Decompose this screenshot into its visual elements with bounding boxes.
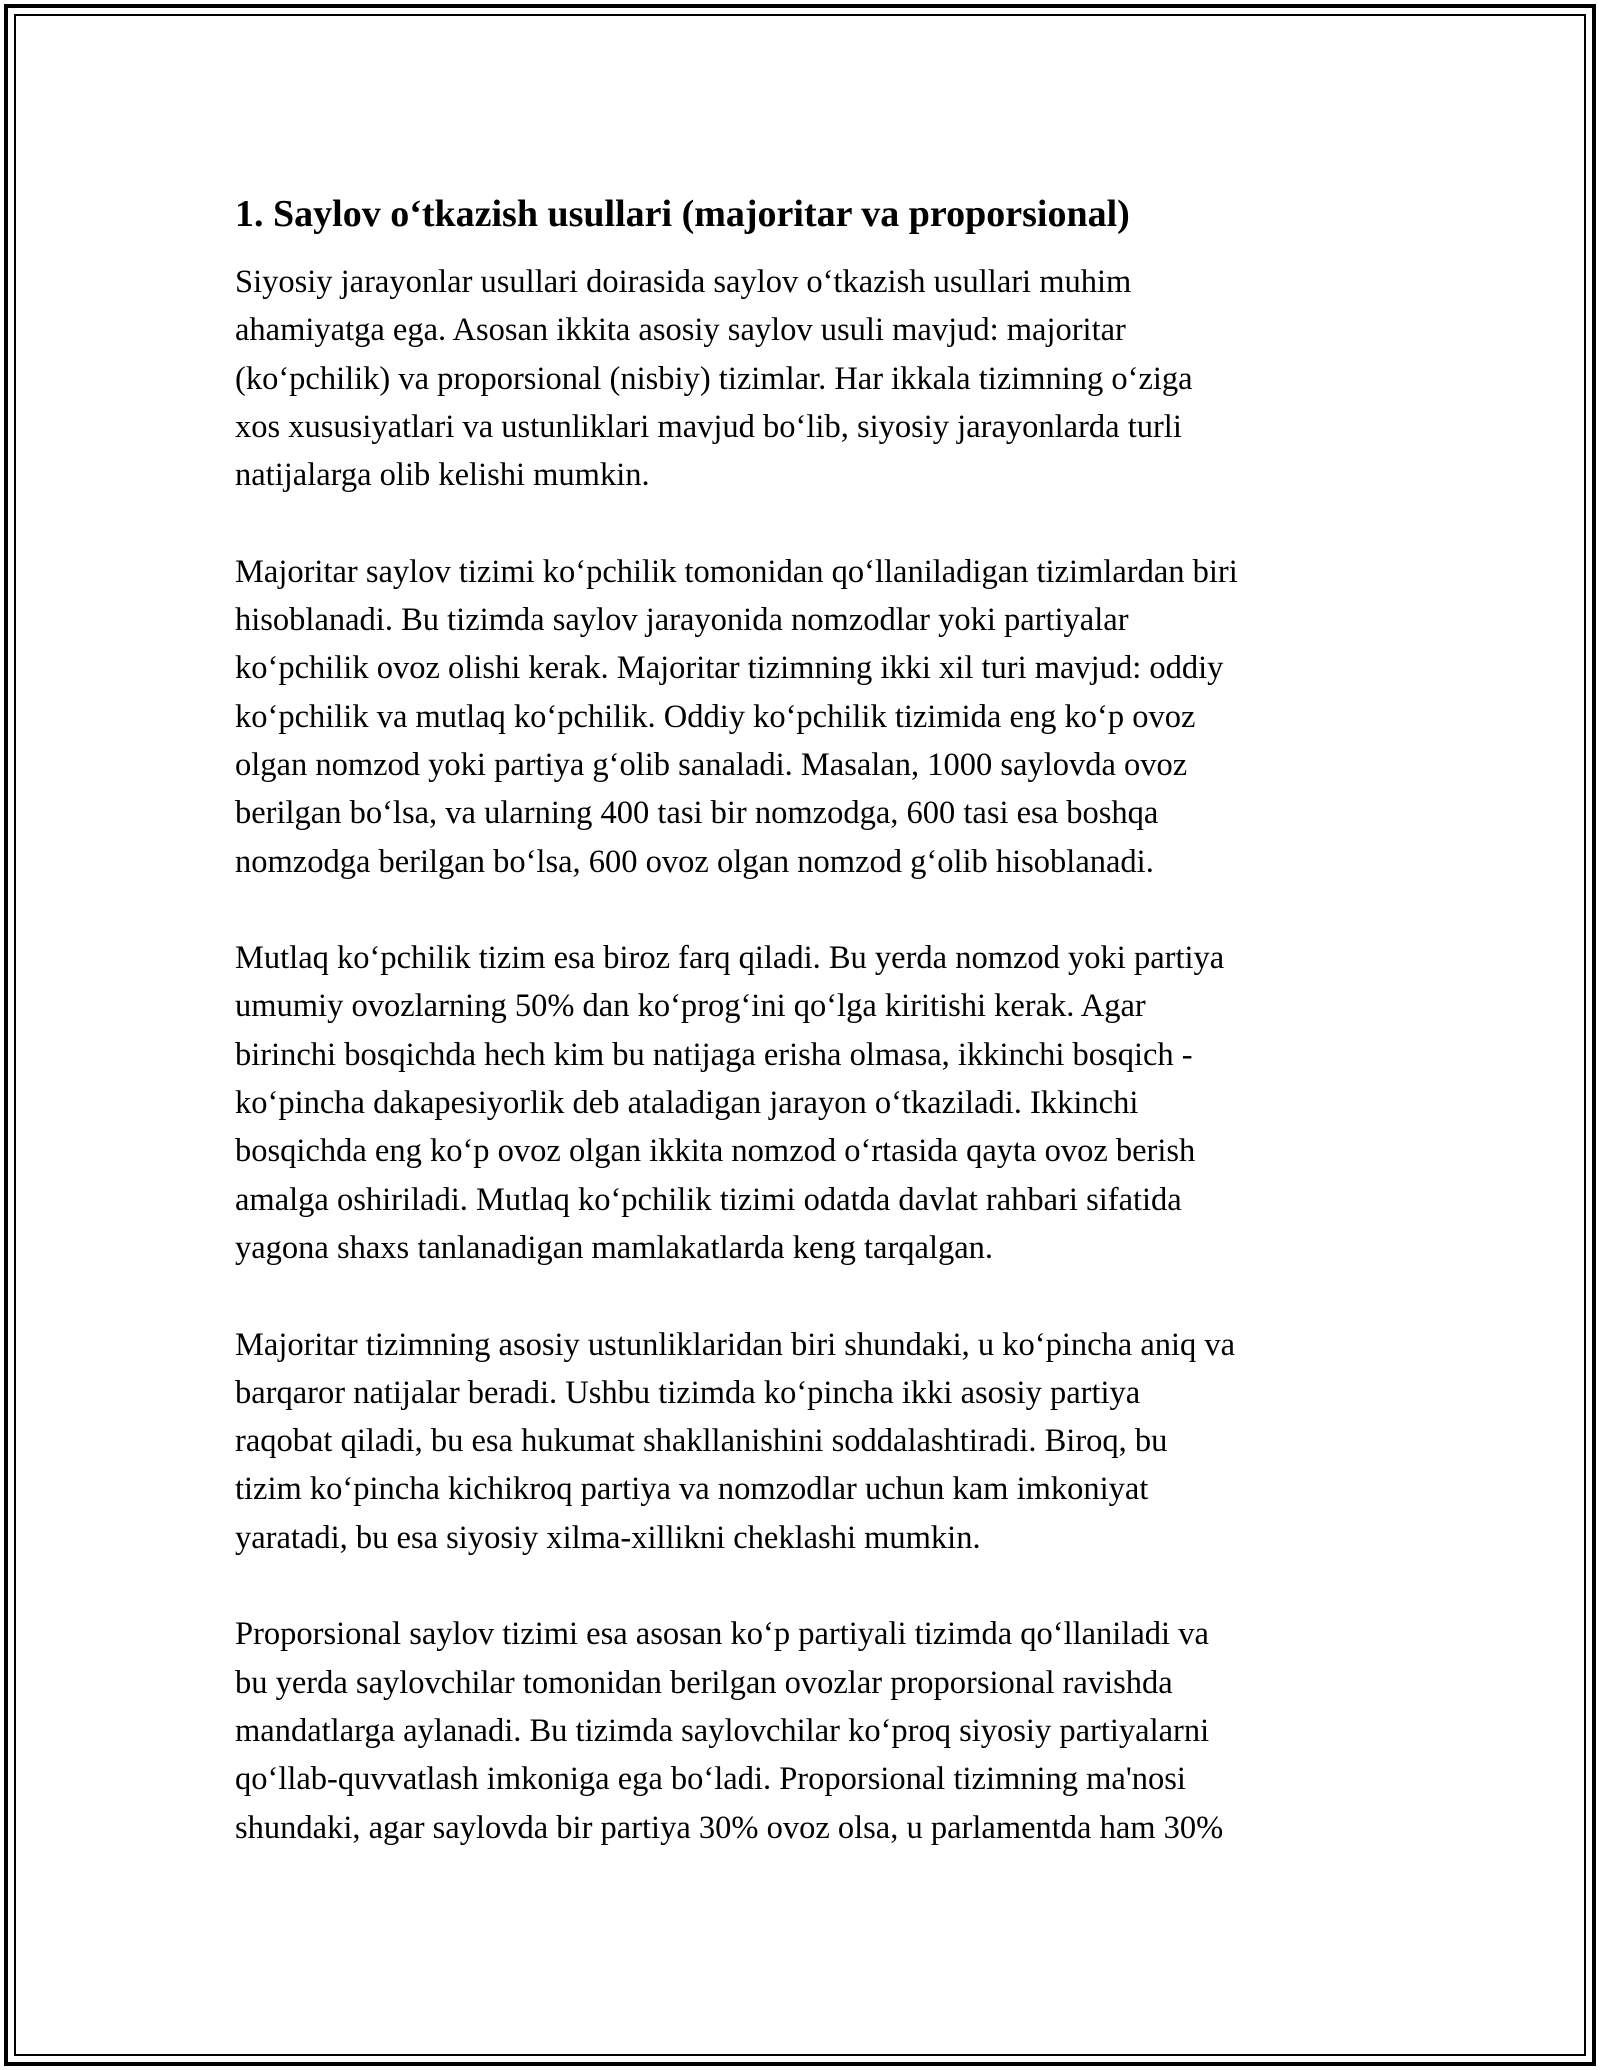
text-line: Majoritar saylov tizimi ko‘pchilik tomonidan qo‘llaniladigan tizimlardan biri: [235, 553, 1238, 590]
text-line: shundaki, agar saylovda bir partiya 30% ovoz olsa, u parlamentda ham 30%: [235, 1809, 1224, 1846]
section-heading: 1. Saylov o‘tkazish usullari (majoritar va proporsional): [235, 193, 1130, 235]
text-line: Proporsional saylov tizimi esa asosan ko‘p partiyali tizimda qo‘llaniladi va: [235, 1616, 1209, 1653]
text-line: amalga oshiriladi. Mutlaq ko‘pchilik tizimi odatda davlat rahbari sifatida: [235, 1181, 1182, 1218]
text-line: xos xususiyatlari va ustunliklari mavjud bo‘lib, siyosiy jarayonlarda turli: [235, 408, 1182, 445]
text-line: nomzodga berilgan bo‘lsa, 600 ovoz olgan nomzod g‘olib hisoblanadi.: [235, 843, 1154, 880]
text-line: bosqichda eng ko‘p ovoz olgan ikkita nomzod o‘rtasida qayta ovoz berish: [235, 1133, 1196, 1170]
text-line: tizim ko‘pincha kichikroq partiya va nomzodlar uchun kam imkoniyat: [235, 1471, 1149, 1508]
text-line: (ko‘pchilik) va proporsional (nisbiy) tizimlar. Har ikkala tizimning o‘ziga: [235, 360, 1193, 397]
text-line: Siyosiy jarayonlar usullari doirasida saylov o‘tkazish usullari muhim: [235, 264, 1132, 300]
text-line: yagona shaxs tanlanadigan mamlakatlarda keng tarqalgan.: [235, 1229, 994, 1266]
text-line: mandatlarga aylanadi. Bu tizimda saylovchilar ko‘proq siyosiy partiyalarni: [235, 1712, 1210, 1749]
paragraph-3: [235, 934, 1375, 1272]
text-line: Mutlaq ko‘pchilik tizim esa biroz farq qiladi. Bu yerda nomzod yoki partiya: [235, 940, 1225, 977]
text-line: yaratadi, bu esa siyosiy xilma-xillikni cheklashi mumkin.: [235, 1519, 981, 1556]
text-line: ko‘pchilik ovoz olishi kerak. Majoritar tizimning ikki xil turi mavjud: oddiy: [235, 650, 1224, 687]
text-line: olgan nomzod yoki partiya g‘olib sanaladi. Masalan, 1000 saylovda ovoz: [235, 746, 1188, 783]
paragraph-2: [235, 548, 1375, 886]
text-line: Majoritar tizimning asosiy ustunliklaridan biri shundaki, u ko‘pincha aniq va: [235, 1326, 1236, 1363]
text-line: hisoblanadi. Bu tizimda saylov jarayonida nomzodlar yoki partiyalar: [235, 602, 1129, 639]
paragraph-5: [235, 1610, 1375, 1851]
text-line: raqobat qiladi, bu esa hukumat shakllanishini soddalashtiradi. Biroq, bu: [235, 1423, 1168, 1460]
text-line: natijalarga olib kelishi mumkin.: [235, 457, 650, 494]
text-line: qo‘llab-quvvatlash imkoniga ega bo‘ladi. Proporsional tizimning ma'nosi: [235, 1761, 1186, 1798]
text-line: ko‘pchilik va mutlaq ko‘pchilik. Oddiy ko‘pchilik tizimida eng ko‘p ovoz: [235, 698, 1196, 735]
paragraph-1: [235, 258, 1375, 499]
text-line: barqaror natijalar beradi. Ushbu tizimda ko‘pincha ikki asosiy partiya: [235, 1374, 1141, 1411]
document-body: [235, 188, 1375, 1900]
text-line: berilgan bo‘lsa, va ularning 400 tasi bir nomzodga, 600 tasi esa boshqa: [235, 795, 1159, 832]
text-line: ko‘pincha dakapesiyorlik deb ataladigan jarayon o‘tkaziladi. Ikkinchi: [235, 1085, 1139, 1122]
text-line: bu yerda saylovchilar tomonidan berilgan ovozlar proporsional ravishda: [235, 1664, 1173, 1701]
text-line: ahamiyatga ega. Asosan ikkita asosiy saylov usuli mavjud: majoritar: [235, 312, 1126, 349]
paragraph-4: [235, 1321, 1375, 1562]
text-line: umumiy ovozlarning 50% dan ko‘prog‘ini qo‘lga kiritishi kerak. Agar: [235, 988, 1146, 1025]
text-line: birinchi bosqichda hech kim bu natijaga erisha olmasa, ikkinchi bosqich -: [235, 1036, 1193, 1073]
